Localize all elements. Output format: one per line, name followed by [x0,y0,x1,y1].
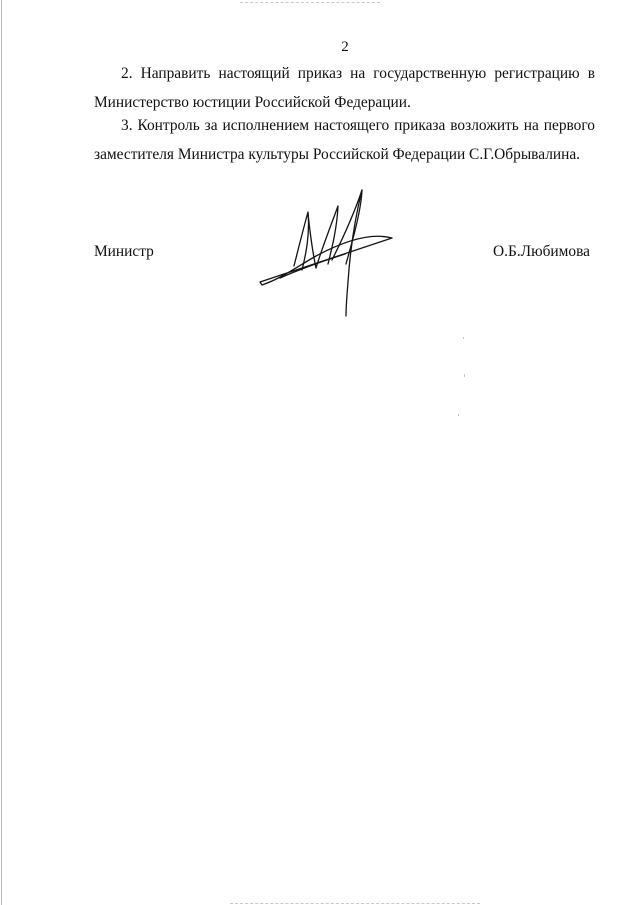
paragraph-registration [94,59,595,117]
paragraph-line: Министерство юстиции Российской Федерации. [94,94,411,111]
paragraph-control [94,111,595,169]
handwritten-signature [250,182,400,322]
paragraph-line: 2. Направить настоящий приказ на государственную регистрацию в [121,65,595,82]
signatory-title: Министр [94,243,154,260]
scan-edge-left [1,0,2,905]
scan-speck [458,414,459,416]
scan-speck [464,374,465,377]
signatory-name: О.Б.Любимова [493,243,590,260]
paragraph-line: 3. Контроль за исполнением настоящего приказа возложить на первого [121,117,595,134]
scan-edge-top [240,2,380,4]
paragraph-line: заместителя Министра культуры Российской Федерации С.Г.Обрывалина. [94,146,581,163]
scan-speck [463,337,464,339]
page-number: 2 [341,39,349,55]
